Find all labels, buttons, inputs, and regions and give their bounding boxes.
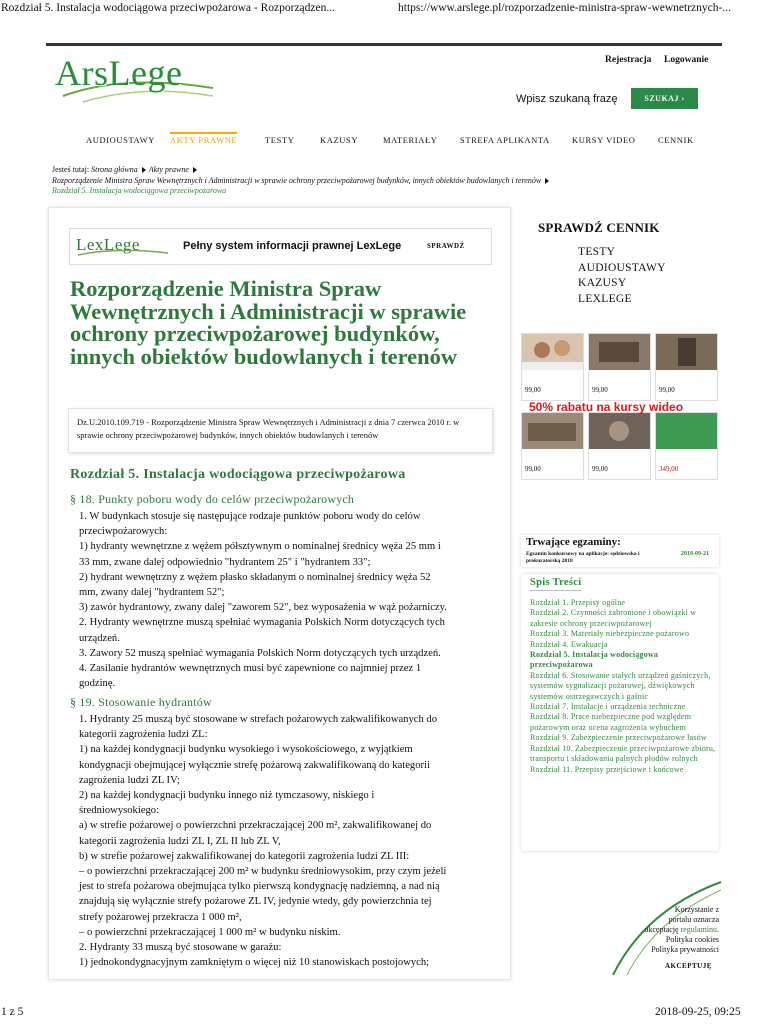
text-line: a) w strefie pożarowej o powierzchni przekraczającej 200 m², zakwalifikowanej do	[79, 820, 432, 832]
search-input[interactable]: Wpisz szukaną frazę	[516, 93, 618, 105]
print-datetime: 2018-09-25, 09:25	[655, 1006, 741, 1018]
promo-price: 99,00	[525, 386, 541, 394]
promo-card[interactable]	[521, 333, 584, 401]
text-line: mm, zwany dalej "hydrantem 52";	[79, 587, 225, 599]
text-line: 3. Zawory 52 muszą spełniać wymagania Polskich Norm dotyczących tych urządzeń.	[79, 647, 441, 659]
text-line: 1) na każdej kondygnacji budynku wysokiego i wysokościowego, z wyjątkiem	[79, 744, 413, 756]
pricing-list	[578, 245, 666, 307]
table-of-contents	[521, 574, 719, 851]
print-page-number: 1 z 5	[1, 1006, 24, 1018]
ongoing-exams-box	[521, 535, 719, 567]
promo-card[interactable]	[521, 412, 584, 480]
paragraph-19-heading: § 19. Stosowanie hydrantów	[70, 695, 212, 709]
privacy-policy-link[interactable]: Polityka prywatności	[651, 945, 719, 954]
login-link[interactable]: Logowanie	[664, 55, 709, 65]
text-line: strefy pożarowej przekracza 1 000 m²,	[79, 911, 242, 923]
nav-item-materialy[interactable]: MATERIAŁY	[383, 135, 438, 145]
text-line: kondygnacji obejmującej wyłącznie strefę pożarową zakwalifikowaną do kategorii	[79, 759, 430, 771]
print-page-title: Rozdział 5. Instalacja wodociągowa przeciwpożarowa - Rozporządzen...	[1, 2, 335, 14]
breadcrumb-arrow-icon	[193, 167, 197, 173]
promo-card[interactable]	[588, 412, 651, 480]
cookie-line: portalu oznacza	[668, 915, 719, 924]
print-header	[0, 0, 768, 20]
text-line: urządzeń.	[79, 632, 120, 644]
cookie-line: Korzystanie z	[674, 905, 719, 914]
nav-item-cennik[interactable]: CENNIK	[658, 135, 694, 145]
text-line: 1) jednokondygnacyjnym zamkniętym o więcej niż 10 stanowiskach postojowych;	[79, 957, 430, 969]
cookie-line: akceptację	[644, 925, 681, 934]
nav-item-testy[interactable]: TESTY	[265, 135, 295, 145]
breadcrumb-acts[interactable]: Akty prawne	[148, 165, 189, 174]
text-line: średniowysokiego:	[79, 805, 160, 817]
cookie-notice	[605, 880, 722, 975]
toc-item[interactable]: Rozdział 9. Zabezpieczenie przeciwpożarowe lasów	[530, 733, 707, 743]
toc-item[interactable]: Rozdział 6. Stosowanie stałych urządzeń gaśniczych, systemów sygnalizacji pożarowej, dźwiękowych systemów ostrzegawczych i gaśnic	[530, 670, 711, 701]
pricing-item-testy[interactable]: TESTY	[578, 246, 616, 258]
promo-photo-image	[656, 334, 717, 370]
act-info-box: Dz.U.2010.109.719 - Rozporządzenie Ministra Spraw Wewnętrznych i Administracji z dnia 7 czerwca 2010 r. w sprawie ochrony przeciwpożarowej budynków, innych obiektów budowlanych i terenów	[68, 408, 493, 453]
register-link[interactable]: Rejestracja	[605, 55, 652, 65]
breadcrumb-home[interactable]: Strona główna	[91, 165, 138, 174]
promo-price: 99,00	[525, 465, 541, 473]
toc-item[interactable]: Rozdział 11. Przepisy przejściowe i końcowe	[530, 764, 684, 774]
print-page-url: https://www.arslege.pl/rozporzadzenie-ministra-spraw-wewnetrznych-...	[398, 2, 731, 14]
promo-card[interactable]	[655, 412, 718, 480]
text-line: jest to strefa pożarowa obejmująca tylko pierwszą kondygnację nadziemną, a nad nią	[79, 881, 440, 893]
pricing-item-kazusy[interactable]: KAZUSY	[578, 277, 627, 289]
accept-cookies-button[interactable]: AKCEPTUJĘ	[665, 962, 712, 970]
arslege-logo[interactable]	[53, 52, 223, 107]
text-line: 2) hydrant wewnętrzny z wężem płasko składanym o nominalnej średnicy węża 52	[79, 571, 431, 583]
promo-price: 349,00	[659, 465, 679, 473]
exam-item[interactable]: Egzamin konkursowy na aplikacje: sędziowska i prokuratorską 2018	[526, 551, 640, 564]
breadcrumb-current: Rozdział 5. Instalacja wodociągowa przeciwpożarowa	[52, 186, 227, 195]
page-title: Rozporządzenie Ministra Spraw Wewnętrznych i Administracji w sprawie ochrony przeciwpożarowej budynków, innych obiektów budowlanych i terenów	[70, 276, 467, 369]
toc-item[interactable]: Rozdział 4. Ewakuacja	[530, 639, 608, 649]
lexlege-logo-text: LexLege	[76, 235, 140, 254]
paragraph-19-body	[79, 712, 489, 970]
text-line: zagrożenia ludzi ZL IV;	[79, 774, 180, 786]
text-line: 1. Hydranty 25 muszą być stosowane w strefach pożarowych zakwalifikowanych do	[79, 714, 438, 725]
promo-photo-image	[589, 334, 650, 370]
breadcrumb-arrow-icon	[142, 167, 146, 173]
nav-item-kursy-video[interactable]: KURSY VIDEO	[572, 135, 636, 145]
text-line: 2) na każdej kondygnacji budynku innego niż tymczasowy, niskiego i	[79, 790, 375, 802]
text-line: znajdują się wyłącznie strefy pożarowe ZL IV, jedynie wtedy, gdy powierzchnia tej	[79, 896, 432, 908]
promo-discount-text: 50% rabatu na kursy wideo	[529, 400, 684, 414]
search-button[interactable]: SZUKAJ ›	[631, 88, 698, 109]
breadcrumb-arrow-icon	[545, 178, 549, 184]
text-line: kategorii zagrożenia ludzi ZL I, ZL II lub ZL V,	[79, 835, 281, 847]
text-line: 2. Hydranty 33 muszą być stosowane w garażu:	[79, 942, 282, 954]
breadcrumb-regulation[interactable]: Rozporządzenie Ministra Spraw Wewnętrznych i Administracji w sprawie ochrony przeciwpożarowej budynków, innych obiektów budowlanych i terenów	[52, 175, 542, 185]
text-line: przeciwpożarowych:	[79, 526, 168, 538]
breadcrumb-label: Jesteś tutaj:	[52, 165, 90, 174]
lexlege-banner[interactable]	[69, 228, 492, 265]
toc-item[interactable]: Rozdział 2. Czynności zabronione i obowiązki w zakresie ochrony przeciwpożarowej	[530, 608, 697, 628]
promo-price: 99,00	[659, 386, 675, 394]
toc-item-current[interactable]: Rozdział 5. Instalacja wodociągowa przeciwpożarowa	[530, 650, 659, 670]
lexlege-slogan: Pełny system informacji prawnej LexLege	[183, 240, 402, 252]
paragraph-18-body	[79, 509, 489, 691]
text-line: godzinę.	[79, 678, 116, 690]
cookies-policy-link[interactable]: Polityka cookies	[665, 935, 719, 944]
promo-photo-image	[656, 413, 717, 449]
promo-card[interactable]	[655, 333, 718, 401]
promo-photo-image	[522, 413, 583, 449]
text-line: 1. W budynkach stosuje się następujące rodzaje punktów poboru wody do celów	[79, 511, 421, 522]
text-line: 3) zawór hydrantowy, zwany dalej "zaworem 52", bez wyposażenia w wąż pożarniczy.	[79, 602, 447, 614]
nav-item-strefa-aplikanta[interactable]: STREFA APLIKANTA	[460, 135, 550, 145]
toc-item[interactable]: Rozdział 7. Instalacje i urządzenia techniczne	[530, 702, 686, 712]
text-line: b) w strefie pożarowej zakwalifikowanej do kategorii zagrożenia ludzi ZL III:	[79, 850, 410, 862]
text-line: 2. Hydranty wewnętrzne muszą spełniać wymagania Polskich Norm dotyczących tych	[79, 617, 445, 629]
text-line: – o powierzchni przekraczającej 200 m² w budynku średniowysokim, przy czym jeżeli	[79, 866, 447, 878]
promo-card[interactable]	[588, 333, 651, 401]
nav-item-kazusy[interactable]: KAZUSY	[320, 135, 359, 145]
nav-item-akty-prawne[interactable]: AKTY PRAWNE	[170, 132, 237, 145]
text-line: 4. Zasilanie hydrantów wewnętrznych musi być zapewnione co najmniej przez 1	[79, 663, 422, 675]
pricing-heading[interactable]: SPRAWDŹ CENNIK	[538, 220, 660, 235]
chapter-heading: Rozdział 5. Instalacja wodociągowa przeciwpożarowa	[70, 467, 406, 482]
promo-banner[interactable]	[521, 333, 719, 480]
paragraph-18-heading: § 18. Punkty poboru wody do celów przeciwpożarowych	[70, 492, 355, 506]
toc-item[interactable]: Rozdział 3. Materiały niebezpieczne pożarowo	[530, 629, 690, 639]
promo-price: 99,00	[592, 386, 608, 394]
nav-item-audioustawy[interactable]: AUDIOUSTAWY	[86, 135, 155, 145]
toc-item[interactable]: Rozdział 1. Przepisy ogólne	[530, 598, 626, 607]
lexlege-check-link[interactable]: SPRAWDŹ	[427, 242, 465, 250]
logo-text: ArsLege	[55, 53, 183, 93]
terms-link[interactable]: regulaminu.	[680, 925, 719, 934]
text-line: kategorii zagrożenia ludzi ZL:	[79, 729, 208, 741]
exams-heading: Trwające egzaminy:	[526, 536, 621, 548]
breadcrumb	[52, 165, 692, 197]
text-line: – o powierzchni przekraczającej 1 000 m² w budynku niskim.	[79, 926, 341, 938]
pricing-item-audioustawy[interactable]: AUDIOUSTAWY	[578, 261, 666, 274]
exam-date: 2018-09-21	[681, 551, 709, 557]
lexlege-logo	[76, 235, 172, 260]
pricing-item-lexlege[interactable]: LEXLEGE	[578, 292, 632, 305]
toc-heading: Spis Treści	[530, 577, 581, 591]
lexlege-swoosh-icon	[76, 235, 172, 260]
main-nav	[0, 130, 768, 152]
main-content	[48, 207, 511, 980]
text-line: 1) hydranty wewnętrzne z wężem półsztywnym o nominalnej średnicy węża 25 mm i	[79, 541, 441, 553]
toc-item[interactable]: Rozdział 8. Prace niebezpieczne pod względem pożarowym oraz ocena zagrożenia wybuchem	[530, 712, 692, 732]
promo-price: 99,00	[592, 465, 608, 473]
promo-photo-image	[522, 334, 583, 370]
promo-photo-image	[589, 413, 650, 449]
text-line: 33 mm, zwane dalej odpowiednio "hydrantem 25" i "hydrantem 33";	[79, 556, 371, 568]
toc-item[interactable]: Rozdział 10. Zabezpieczenie przeciwpożarowe zbioru, transportu i składowania palnych płodów rolnych	[530, 743, 716, 764]
cookie-text	[645, 905, 719, 955]
toc-list	[530, 598, 716, 775]
header-divider	[46, 43, 722, 46]
